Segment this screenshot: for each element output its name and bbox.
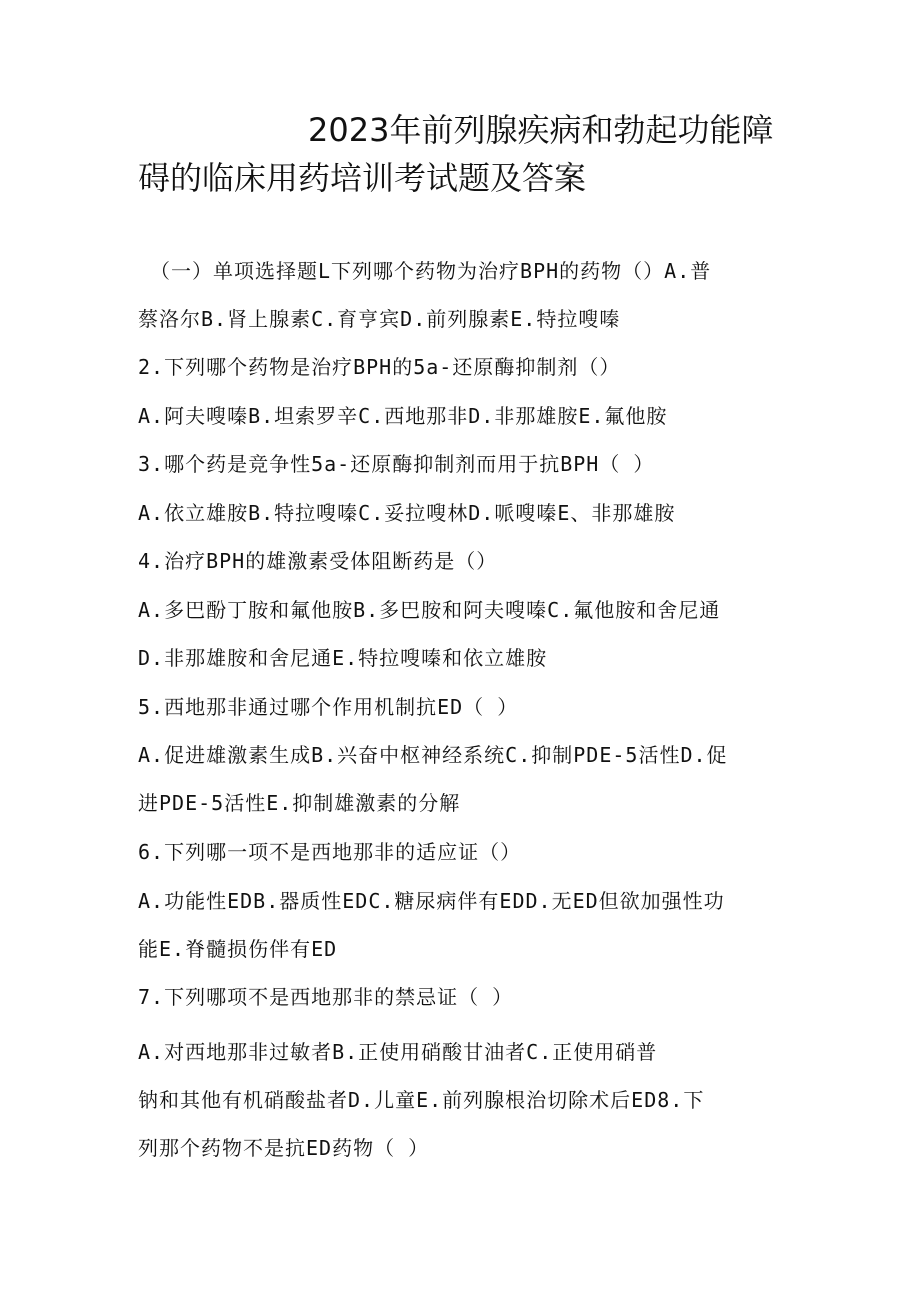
text-line: 4.治疗BPH的雄激素受体阻断药是（） — [138, 549, 498, 573]
text-line: 3.哪个药是竞争性5a-还原酶抑制剂而用于抗BPH（ ） — [138, 452, 655, 476]
text-line: A.功能性EDB.器质性EDC.糖尿病伴有EDD.无ED但欲加强性功 — [138, 889, 725, 913]
text-line: A.对西地那非过敏者B.正使用硝酸甘油者C.正使用硝普 — [138, 1040, 658, 1064]
text-line: （一）单项选择题L下列哪个药物为治疗BPH的药物（）A.普 — [150, 259, 712, 283]
document-title-line-2: 碍的临床用药培训考试题及答案 — [138, 159, 587, 197]
text-line: A.多巴酚丁胺和氟他胺B.多巴胺和阿夫嗖嗪C.氟他胺和舍尼通 — [138, 598, 721, 622]
text-line: A.依立雄胺B.特拉嗖嗪C.妥拉嗖林D.哌嗖嗪E、非那雄胺 — [138, 501, 676, 525]
text-line: 6.下列哪一项不是西地那非的适应证（） — [138, 840, 522, 864]
text-line: A.阿夫嗖嗪B.坦索罗辛C.西地那非D.非那雄胺E.氟他胺 — [138, 404, 668, 428]
text-line: D.非那雄胺和舍尼通E.特拉嗖嗪和依立雄胺 — [138, 646, 548, 670]
text-line: 蔡洛尔B.肾上腺素C.育亨宾D.前列腺素E.特拉嗖嗪 — [138, 307, 621, 331]
text-line: 5.西地那非通过哪个作用机制抗ED（ ） — [138, 695, 519, 719]
text-line: 进PDE-5活性E.抑制雄激素的分解 — [138, 791, 461, 815]
text-line: A.促进雄激素生成B.兴奋中枢神经系统C.抑制PDE-5活性D.促 — [138, 743, 728, 767]
text-line: 钠和其他有机硝酸盐者D.儿童E.前列腺根治切除术后ED8.下 — [138, 1088, 705, 1112]
text-line: 列那个药物不是抗ED药物（ ） — [138, 1136, 430, 1160]
document-title-line-1: 2023年前列腺疾病和勃起功能障 — [308, 111, 774, 149]
text-line: 能E.脊髓损伤伴有ED — [138, 937, 338, 961]
text-line: 7.下列哪项不是西地那非的禁忌证（ ） — [138, 985, 514, 1009]
text-line: 2.下列哪个药物是治疗BPH的5a-还原酶抑制剂（） — [138, 355, 621, 379]
